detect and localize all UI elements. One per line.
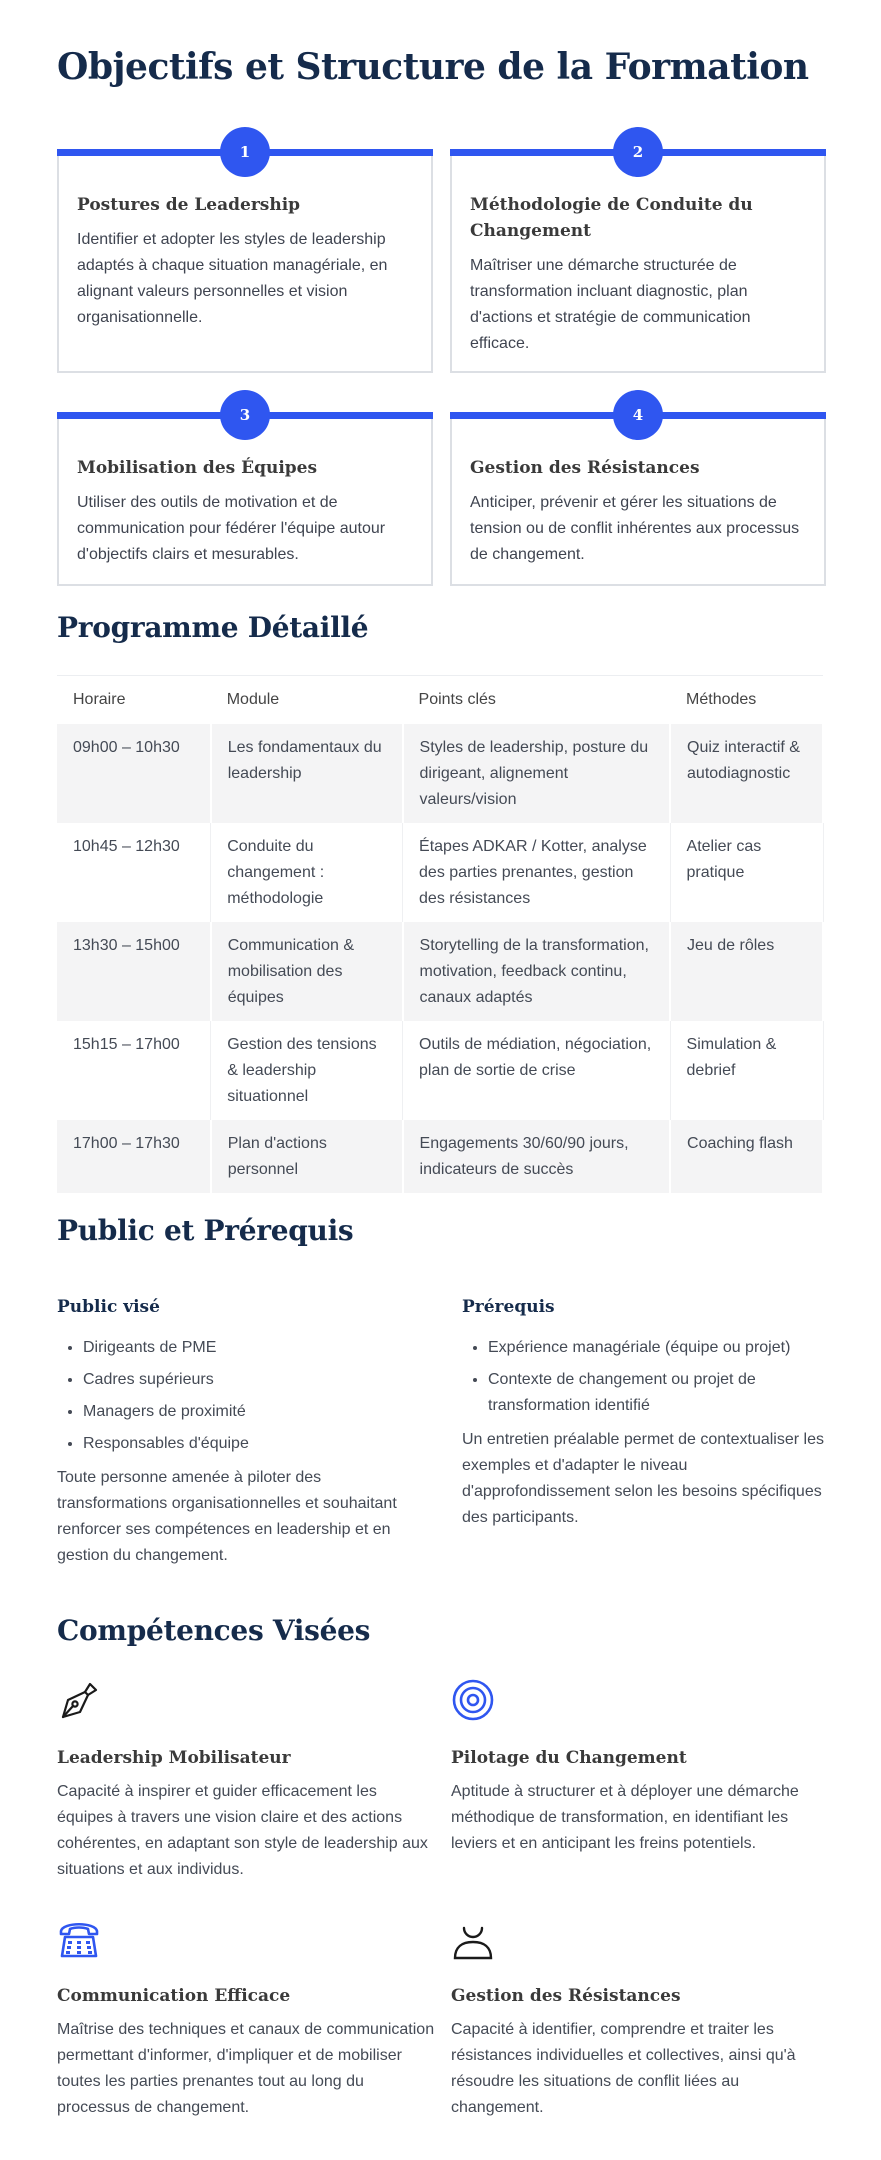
objective-text: Utiliser des outils de motivation et de communication pour fédérer l'équipe autour d'objectifs clairs et mesurables. xyxy=(77,494,386,563)
cell-methodes: Coaching flash xyxy=(670,1120,823,1193)
cell-module: Gestion des tensions & leadership situationnel xyxy=(211,1021,403,1120)
cell-points-cles: Étapes ADKAR / Kotter, analyse des parties prenantes, gestion des résistances xyxy=(403,823,671,922)
objective-card-2 xyxy=(450,143,826,373)
public-vise-text: Toute personne amenée à piloter des transformations organisationnelles et souhaitant renforcer ses compétences en leadership et en gestion du changement. xyxy=(57,1469,397,1564)
programme-title: Programme Détaillé xyxy=(57,611,369,644)
public-vise-title: Public visé xyxy=(57,1297,160,1317)
prerequis-title: Prérequis xyxy=(462,1297,555,1317)
list-item: • Expérience managériale (équipe ou projet) xyxy=(488,1335,832,1361)
table-header-row xyxy=(57,676,823,725)
table-row xyxy=(57,823,823,922)
objective-title: Méthodologie de Conduite du Changement xyxy=(470,195,753,241)
cell-points-cles: Styles de leadership, posture du dirigeant, alignement valeurs/vision xyxy=(403,724,671,823)
prerequis-column xyxy=(462,1295,832,1531)
competence-title: Leadership Mobilisateur xyxy=(57,1748,291,1768)
prerequis-text: Un entretien préalable permet de contextualiser les exemples et d'adapter le niveau d'approfondissement selon les besoins spécifiques des participants. xyxy=(462,1431,824,1526)
competence-title: Pilotage du Changement xyxy=(451,1748,687,1768)
objective-text: Identifier et adopter les styles de leadership adaptés à chaque situation managériale, en alignant valeurs personnelles et vision organisationnelle. xyxy=(77,231,388,326)
cell-points-cles: Engagements 30/60/90 jours, indicateurs de succès xyxy=(403,1120,671,1193)
cell-module: Conduite du changement : méthodologie xyxy=(211,823,403,922)
objective-text: Anticiper, prévenir et gérer les situations de tension ou de conflit inhérentes aux processus de changement. xyxy=(470,494,800,563)
page-title: Objectifs et Structure de la Formation xyxy=(57,46,809,88)
list-item: • Dirigeants de PME xyxy=(83,1335,427,1361)
cell-points-cles: Outils de médiation, négociation, plan de sortie de crise xyxy=(403,1021,671,1120)
competence-title: Gestion des Résistances xyxy=(451,1986,681,2006)
header-horaire: Horaire xyxy=(57,676,211,725)
table-row xyxy=(57,1021,823,1120)
competence-title: Communication Efficace xyxy=(57,1986,291,2006)
list-item: • Responsables d'équipe xyxy=(83,1431,427,1457)
cell-horaire: 13h30 – 15h00 xyxy=(57,922,211,1021)
public-vise-list xyxy=(57,1335,427,1457)
competence-card-4 xyxy=(451,1916,831,2116)
competence-text: Capacité à identifier, comprendre et traiter les résistances individuelles et collectives, ainsi qu'à résoudre les situations de conflit liées au changement. xyxy=(451,2021,796,2116)
header-methodes: Méthodes xyxy=(670,676,823,725)
table-row xyxy=(57,922,823,1021)
cell-horaire: 15h15 – 17h00 xyxy=(57,1021,211,1120)
competence-text: Aptitude à structurer et à déployer une démarche méthodique de transformation, en identifiant les leviers et en anticipant les freins potentiels. xyxy=(451,1783,799,1852)
objective-title: Mobilisation des Équipes xyxy=(77,458,318,478)
target-icon xyxy=(451,1678,495,1722)
public-title: Public et Prérequis xyxy=(57,1214,354,1247)
objective-number: 4 xyxy=(613,390,663,440)
list-item: • Managers de proximité xyxy=(83,1399,427,1425)
objective-card-1 xyxy=(57,143,433,373)
objective-card-4 xyxy=(450,406,826,586)
objective-title: Postures de Leadership xyxy=(77,195,301,215)
list-item: • Cadres supérieurs xyxy=(83,1367,427,1393)
competence-text: Maîtrise des techniques et canaux de communication permettant d'informer, d'impliquer et de mobiliser toutes les parties prenantes tout au long du processus de changement. xyxy=(57,2021,435,2116)
programme-table xyxy=(57,675,824,1193)
cell-methodes: Atelier cas pratique xyxy=(670,823,823,922)
header-module: Module xyxy=(211,676,403,725)
cell-methodes: Simulation & debrief xyxy=(670,1021,823,1120)
competence-text: Capacité à inspirer et guider efficacement les équipes à travers une vision claire et des actions cohérentes, en adaptant son style de leadership aux situations et aux individus. xyxy=(57,1783,428,1878)
cell-points-cles: Storytelling de la transformation, motivation, feedback continu, canaux adaptés xyxy=(403,922,671,1021)
competence-card-2 xyxy=(451,1678,831,1878)
cell-horaire: 17h00 – 17h30 xyxy=(57,1120,211,1193)
objective-text: Maîtriser une démarche structurée de transformation incluant diagnostic, plan d'actions et stratégie de communication efficace. xyxy=(470,257,751,352)
list-item: • Contexte de changement ou projet de transformation identifié xyxy=(488,1367,832,1419)
cell-module: Plan d'actions personnel xyxy=(211,1120,403,1193)
cell-horaire: 09h00 – 10h30 xyxy=(57,724,211,823)
prerequis-list xyxy=(462,1335,832,1419)
table-row xyxy=(57,1120,823,1193)
objective-number: 3 xyxy=(220,390,270,440)
table-row xyxy=(57,724,823,823)
competences-title: Compétences Visées xyxy=(57,1614,371,1647)
header-points-cles: Points clés xyxy=(403,676,671,725)
cell-methodes: Quiz interactif & autodiagnostic xyxy=(670,724,823,823)
cell-horaire: 10h45 – 12h30 xyxy=(57,823,211,922)
objective-number: 2 xyxy=(613,127,663,177)
fountain-pen-icon xyxy=(57,1678,101,1722)
competence-card-3 xyxy=(57,1916,437,2116)
cell-module: Les fondamentaux du leadership xyxy=(211,724,403,823)
cell-methodes: Jeu de rôles xyxy=(670,922,823,1021)
cell-module: Communication & mobilisation des équipes xyxy=(211,922,403,1021)
objective-number: 1 xyxy=(220,127,270,177)
objective-title: Gestion des Résistances xyxy=(470,458,700,478)
objective-card-3 xyxy=(57,406,433,586)
public-vise-column xyxy=(57,1295,427,1569)
telephone-icon xyxy=(57,1916,101,1960)
person-icon xyxy=(451,1916,495,1960)
competence-card-1 xyxy=(57,1678,437,1878)
